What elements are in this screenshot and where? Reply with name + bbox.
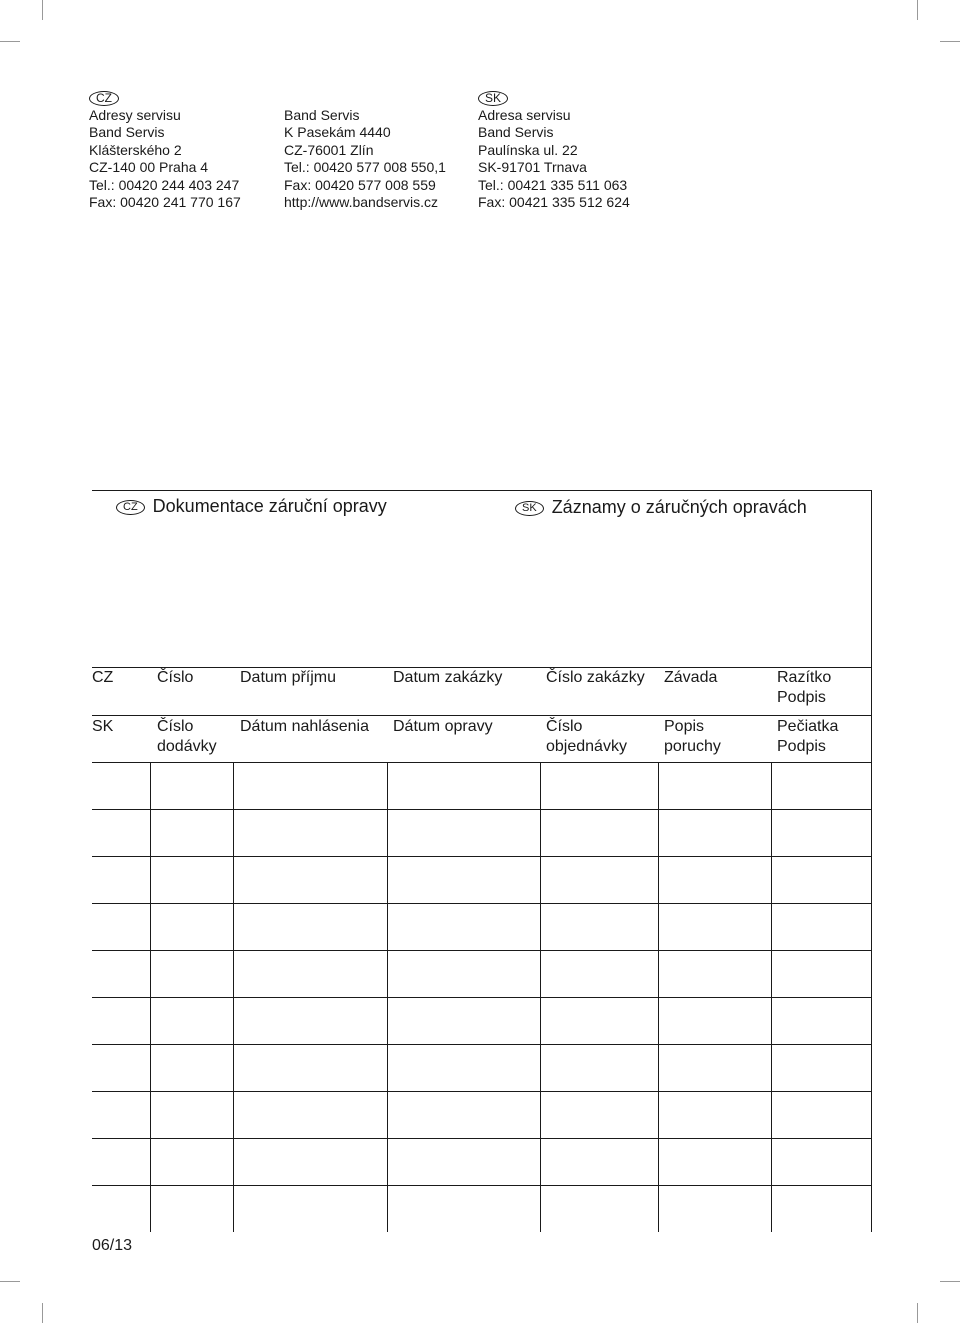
sk-column-fault-description: Popis poruchy bbox=[664, 718, 721, 755]
cz-address-line: CZ-76001 Zlín bbox=[284, 141, 374, 158]
crop-mark bbox=[940, 41, 960, 42]
sk-address-line: Fax: 00421 335 512 624 bbox=[478, 194, 630, 210]
table-rule bbox=[92, 1138, 872, 1139]
table-column-rule bbox=[658, 762, 659, 1232]
table-rule bbox=[92, 856, 872, 857]
cz-address-line: Adresy servisu bbox=[89, 106, 181, 123]
table-column-rule bbox=[771, 762, 772, 1232]
sk-address-line: Tel.: 00421 335 511 063 bbox=[478, 176, 628, 193]
cz-column-stamp-signature: Razítko Podpis bbox=[777, 669, 832, 706]
cz-address-line: Klášterského 2 bbox=[89, 141, 182, 158]
cz-address-block-2 bbox=[284, 107, 446, 212]
table-rule bbox=[92, 903, 872, 904]
crop-mark bbox=[940, 1281, 960, 1282]
crop-mark bbox=[917, 1303, 918, 1323]
sk-column-repair-date: Dátum opravy bbox=[393, 718, 493, 735]
document-code: 06/13 bbox=[92, 1237, 133, 1254]
cz-address-line: Tel.: 00420 577 008 550,1 bbox=[284, 159, 446, 175]
sk-address-line: Adresa servisu bbox=[478, 106, 571, 123]
crop-mark bbox=[42, 1303, 43, 1323]
sk-column-order-number: Číslo objednávky bbox=[546, 718, 627, 755]
table-rule bbox=[92, 809, 872, 810]
cz-column-receipt-date: Datum příjmu bbox=[240, 669, 337, 686]
sk-column-report-date: Dátum nahlásenia bbox=[240, 718, 369, 735]
cz-form-title-text: Dokumentace záruční opravy bbox=[152, 496, 387, 516]
table-rule bbox=[92, 1044, 872, 1045]
cz-address-line: K Pasekám 4440 bbox=[284, 124, 391, 140]
sk-column-delivery-number: Číslo dodávky bbox=[157, 718, 217, 755]
cz-address-line: CZ-140 00 Praha 4 bbox=[89, 159, 209, 175]
cz-address-line: Band Servis bbox=[284, 106, 360, 123]
sk-column-stamp-signature: Pečiatka Podpis bbox=[777, 718, 839, 755]
sk-language-badge: SK bbox=[478, 91, 508, 106]
table-column-rule bbox=[387, 762, 388, 1232]
crop-mark bbox=[917, 0, 918, 20]
sk-address-line: Paulínska ul. 22 bbox=[478, 141, 578, 158]
cz-address-line: Band Servis bbox=[89, 124, 165, 140]
sk-address-line: SK-91701 Trnava bbox=[478, 159, 587, 175]
table-rule bbox=[92, 762, 872, 763]
sk-language-badge: SK bbox=[515, 501, 544, 516]
table-column-rule bbox=[233, 762, 234, 1232]
sk-address-line: Band Servis bbox=[478, 124, 554, 140]
crop-mark bbox=[42, 0, 43, 20]
sk-address-block bbox=[478, 89, 630, 212]
table-rule bbox=[92, 1091, 872, 1092]
cz-column-number: Číslo bbox=[157, 669, 194, 686]
cz-column-defect: Závada bbox=[664, 669, 718, 686]
cz-address-block bbox=[89, 89, 241, 212]
table-rule bbox=[92, 950, 872, 951]
table-rule bbox=[92, 1185, 872, 1186]
cz-column-order-date: Datum zakázky bbox=[393, 669, 503, 686]
website-link[interactable]: http://www.bandservis.cz bbox=[284, 194, 439, 210]
cz-language-badge: CZ bbox=[116, 500, 145, 515]
crop-mark bbox=[0, 41, 20, 42]
cz-form-title bbox=[116, 496, 387, 516]
table-column-rule bbox=[540, 762, 541, 1232]
sk-row-language: SK bbox=[92, 718, 114, 735]
cz-row-language: CZ bbox=[92, 669, 114, 686]
table-rule bbox=[92, 715, 872, 716]
cz-address-line: Tel.: 00420 244 403 247 bbox=[89, 176, 240, 193]
warranty-form-frame bbox=[92, 490, 872, 1232]
cz-language-badge: CZ bbox=[89, 91, 119, 106]
cz-address-line: Fax: 00420 577 008 559 bbox=[284, 176, 436, 193]
sk-form-title bbox=[515, 497, 807, 517]
table-column-rule bbox=[150, 762, 151, 1232]
crop-mark bbox=[0, 1281, 20, 1282]
cz-address-line: Fax: 00420 241 770 167 bbox=[89, 194, 241, 210]
cz-column-order-number: Číslo zakázky bbox=[546, 669, 645, 686]
sk-form-title-text: Záznamy o záručných opravách bbox=[551, 497, 807, 517]
table-rule bbox=[92, 997, 872, 998]
